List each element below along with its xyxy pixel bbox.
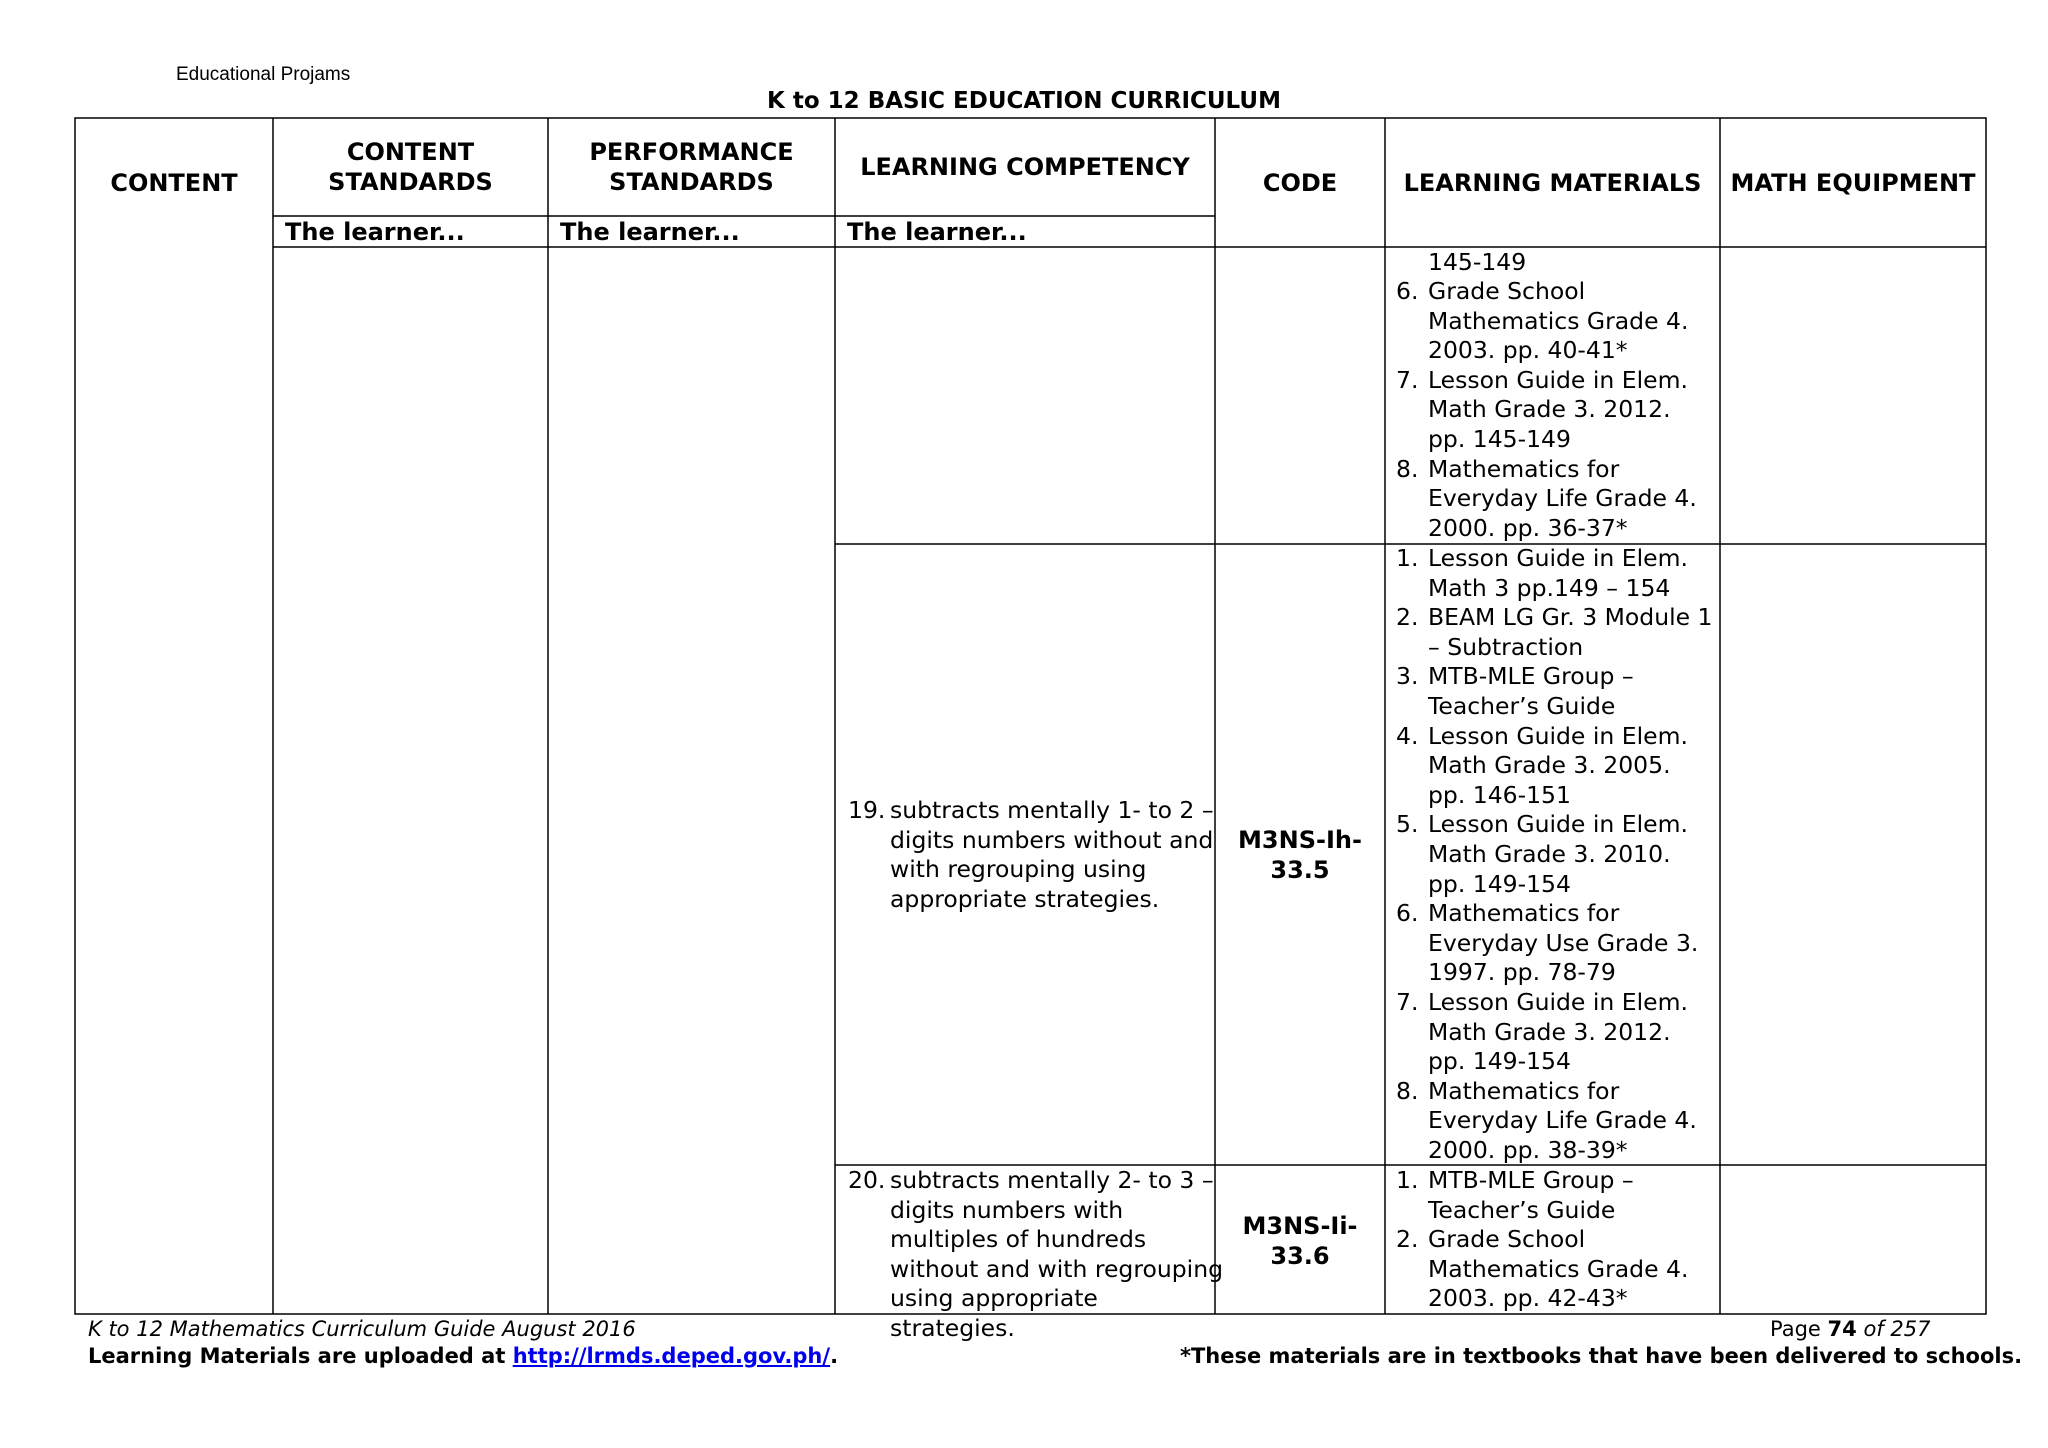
row1-materials-list [1396, 277, 1714, 543]
header-learning-competency: LEARNING COMPETENCY [860, 153, 1190, 181]
lrmds-link[interactable]: http://lrmds.deped.gov.ph/ [512, 1344, 831, 1368]
header-code: CODE [1262, 168, 1338, 197]
header-note: Educational Projams [176, 64, 351, 85]
footer-guide-title: K to 12 Mathematics Curriculum Guide August 2016 [88, 1317, 636, 1341]
list-item: 6. Mathematics for Everyday Use Grade 3. 1997. pp. 78-79 [1396, 899, 1699, 987]
code-m3ns-ih-33-5: M3NS-Ih-33.5 [1238, 826, 1362, 884]
list-item: 5. Lesson Guide in Elem. Math Grade 3. 2010. pp. 149-154 [1396, 810, 1688, 898]
subheader-learner-lc: The learner... [847, 218, 1027, 246]
header-content-standards: CONTENT STANDARDS [328, 138, 493, 196]
row3-materials-list [1396, 1166, 1714, 1314]
list-item: 8. Mathematics for Everyday Life Grade 4. 2000. pp. 36-37* [1396, 454, 1697, 542]
header-performance-standards: PERFORMANCE STANDARDS [589, 138, 794, 196]
header-learning-materials: LEARNING MATERIALS [1403, 168, 1702, 197]
list-item: 2. Grade School Mathematics Grade 4. 2003. pp. 42-43* [1396, 1225, 1689, 1313]
competency-19: 19. subtracts mentally 1- to 2 – digits numbers without and with regrouping using appropriate strategies. [848, 796, 1214, 913]
footer-textbook-note: *These materials are in textbooks that have been delivered to schools. [1180, 1344, 2023, 1368]
header-math-equipment: MATH EQUIPMENT [1730, 168, 1976, 197]
footer-upload-note: Learning Materials are uploaded at http://lrmds.deped.gov.ph/. [88, 1344, 839, 1368]
list-item: 7. Lesson Guide in Elem. Math Grade 3. 2012. pp. 149-154 [1396, 987, 1688, 1076]
competency-20: 20. subtracts mentally 2- to 3 – digits numbers with multiples of hundreds without and with regrouping using appropriate strategies. [848, 1166, 1224, 1342]
list-item: 8. Mathematics for Everyday Life Grade 4. 2000. pp. 38-39* [1396, 1076, 1697, 1164]
subheader-learner-ps: The learner... [560, 218, 740, 246]
list-item: 4. Lesson Guide in Elem. Math Grade 3. 2005. pp. 146-151 [1396, 721, 1688, 809]
list-item: 1. MTB-MLE Group – Teacher’s Guide [1396, 1166, 1634, 1224]
subheader-learner-cs: The learner... [285, 218, 465, 246]
list-item: 3. MTB-MLE Group – Teacher’s Guide [1396, 662, 1634, 720]
materials-continuation: 145-149 [1428, 248, 1527, 276]
row2-materials-list [1396, 544, 1714, 1165]
list-item: 2. BEAM LG Gr. 3 Module 1 – Subtraction [1396, 603, 1713, 661]
code-m3ns-ii-33-6: M3NS-Ii-33.6 [1242, 1212, 1358, 1270]
footer-page-number: Page 74 of 257 [1770, 1317, 1931, 1341]
list-item: 6. Grade School Mathematics Grade 4. 2003. pp. 40-41* [1396, 277, 1689, 365]
list-item: 1. Lesson Guide in Elem. Math 3 pp.149 – 154 [1396, 544, 1688, 602]
header-content: CONTENT [110, 168, 238, 197]
list-item: 7. Lesson Guide in Elem. Math Grade 3. 2012. pp. 145-149 [1396, 365, 1688, 453]
document-title: K to 12 BASIC EDUCATION CURRICULUM [767, 88, 1281, 114]
